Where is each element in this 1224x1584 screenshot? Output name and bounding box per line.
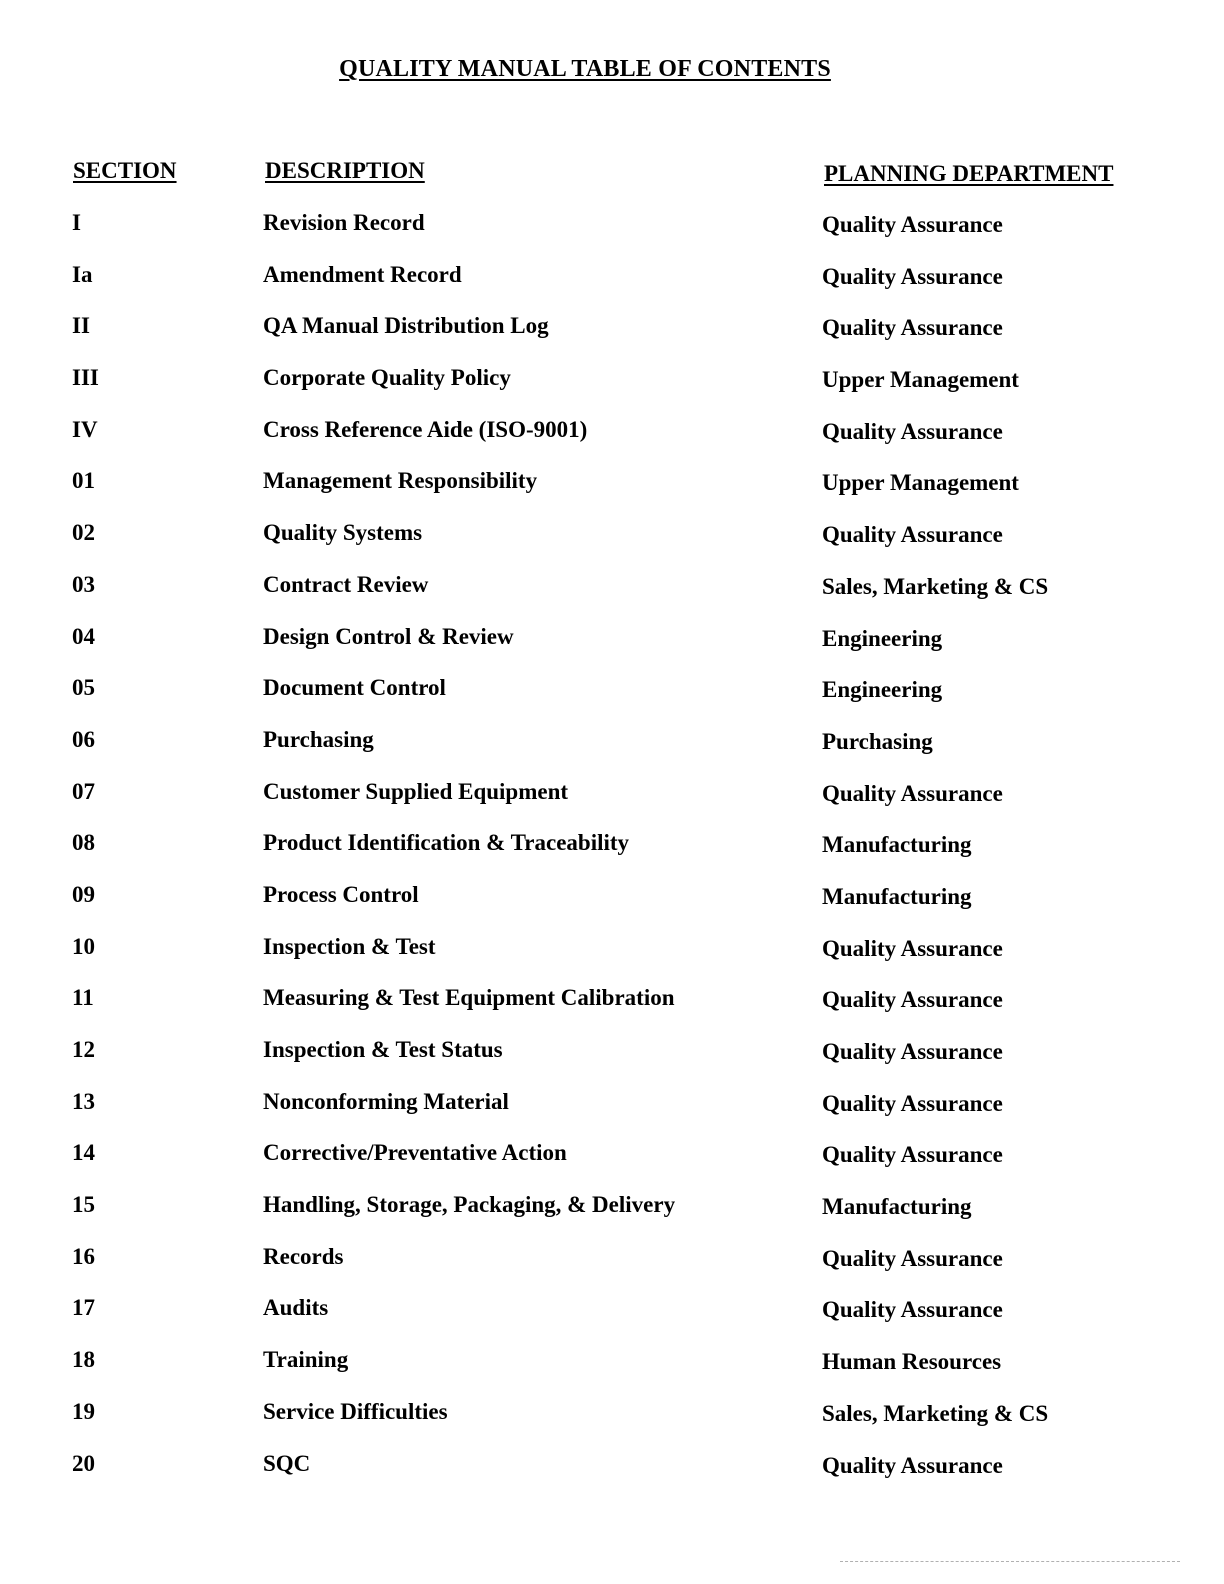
section-number: 01 xyxy=(72,468,95,494)
table-row xyxy=(0,262,1224,314)
planning-department: Quality Assurance xyxy=(822,1452,1003,1478)
description-column-header: DESCRIPTION xyxy=(265,158,425,183)
section-number: II xyxy=(72,313,90,339)
table-row xyxy=(0,1037,1224,1089)
section-description: Document Control xyxy=(263,675,446,701)
planning-department: Manufacturing xyxy=(822,1194,972,1220)
table-row xyxy=(0,934,1224,986)
section-description: Management Responsibility xyxy=(263,468,538,494)
section-number: 20 xyxy=(72,1450,95,1476)
table-row xyxy=(0,572,1224,624)
table-header xyxy=(0,158,1224,192)
planning-department: Quality Assurance xyxy=(822,935,1003,961)
table-row xyxy=(0,1347,1224,1399)
table-row xyxy=(0,675,1224,727)
section-description: Purchasing xyxy=(263,726,374,752)
table-row xyxy=(0,210,1224,262)
planning-department: Engineering xyxy=(822,625,943,651)
section-number: 02 xyxy=(72,520,95,546)
page-title: QUALITY MANUAL TABLE OF CONTENTS xyxy=(339,56,831,82)
table-row xyxy=(0,1399,1224,1451)
table-row xyxy=(0,520,1224,572)
table-row xyxy=(0,779,1224,831)
section-number: 03 xyxy=(72,571,95,597)
section-number: Ia xyxy=(72,261,93,287)
section-description: Product Identification & Traceability xyxy=(263,830,630,856)
table-row xyxy=(0,1192,1224,1244)
section-description: Design Control & Review xyxy=(263,623,514,649)
table-row xyxy=(0,1089,1224,1141)
section-description: Nonconforming Material xyxy=(263,1088,509,1114)
section-description: Corrective/Preventative Action xyxy=(263,1140,567,1166)
section-number: 11 xyxy=(72,985,94,1011)
table-row xyxy=(0,365,1224,417)
section-description: Measuring & Test Equipment Calibration xyxy=(263,985,675,1011)
planning-department: Quality Assurance xyxy=(822,1297,1003,1323)
section-description: Training xyxy=(263,1347,349,1373)
scan-artifact-line xyxy=(840,1561,1180,1562)
section-description: Inspection & Test Status xyxy=(263,1037,503,1062)
table-row xyxy=(0,1295,1224,1347)
section-number: 06 xyxy=(72,726,95,752)
planning-department: Quality Assurance xyxy=(822,1142,1003,1168)
planning-department: Quality Assurance xyxy=(822,987,1003,1013)
planning-department: Quality Assurance xyxy=(822,780,1003,806)
planning-department: Upper Management xyxy=(822,470,1019,496)
table-row xyxy=(0,1451,1224,1503)
table-row xyxy=(0,624,1224,676)
section-number: IV xyxy=(72,416,98,442)
section-number: 12 xyxy=(72,1037,95,1062)
section-number: 19 xyxy=(72,1398,95,1424)
section-description: Customer Supplied Equipment xyxy=(263,778,569,804)
table-row xyxy=(0,313,1224,365)
section-description: Service Difficulties xyxy=(263,1398,448,1424)
planning-department: Sales, Marketing & CS xyxy=(822,1400,1049,1426)
section-number: 04 xyxy=(72,623,95,649)
planning-department: Quality Assurance xyxy=(822,315,1003,341)
section-description: Handling, Storage, Packaging, & Delivery xyxy=(263,1192,676,1218)
section-number: 17 xyxy=(72,1295,95,1321)
section-description: Process Control xyxy=(263,881,419,907)
planning-department: Quality Assurance xyxy=(822,263,1003,289)
section-number: 18 xyxy=(72,1347,95,1373)
table-row xyxy=(0,417,1224,469)
section-description: Revision Record xyxy=(263,210,425,235)
section-number: 08 xyxy=(72,830,95,856)
planning-department: Quality Assurance xyxy=(822,1039,1003,1064)
planning-department: Manufacturing xyxy=(822,832,972,858)
table-row xyxy=(0,830,1224,882)
section-description: Contract Review xyxy=(263,571,429,597)
planning-department: Upper Management xyxy=(822,367,1019,393)
section-number: I xyxy=(72,210,81,235)
section-description: Quality Systems xyxy=(263,520,423,546)
section-description: Corporate Quality Policy xyxy=(263,365,511,391)
section-description: QA Manual Distribution Log xyxy=(263,313,549,339)
section-number: 05 xyxy=(72,675,95,701)
section-column-header: SECTION xyxy=(73,158,177,183)
section-number: 13 xyxy=(72,1088,95,1114)
department-column-header: PLANNING DEPARTMENT xyxy=(824,161,1114,186)
section-description: Cross Reference Aide (ISO-9001) xyxy=(263,416,588,442)
section-description: Amendment Record xyxy=(263,261,462,287)
section-number: 14 xyxy=(72,1140,95,1166)
section-number: 15 xyxy=(72,1192,95,1218)
section-number: III xyxy=(72,365,99,391)
table-row xyxy=(0,985,1224,1037)
section-description: Audits xyxy=(263,1295,329,1321)
planning-department: Quality Assurance xyxy=(822,522,1003,548)
table-row xyxy=(0,727,1224,779)
planning-department: Purchasing xyxy=(822,728,933,754)
section-number: 10 xyxy=(72,933,95,959)
section-description: SQC xyxy=(263,1450,311,1476)
table-row xyxy=(0,1244,1224,1296)
section-number: 09 xyxy=(72,881,95,907)
section-description: Records xyxy=(263,1243,344,1269)
section-description: Inspection & Test xyxy=(263,933,436,959)
contents-table xyxy=(0,210,1224,1502)
table-row xyxy=(0,1140,1224,1192)
table-row xyxy=(0,468,1224,520)
planning-department: Quality Assurance xyxy=(822,418,1003,444)
section-number: 07 xyxy=(72,778,95,804)
section-number: 16 xyxy=(72,1243,95,1269)
planning-department: Engineering xyxy=(822,677,943,703)
table-row xyxy=(0,882,1224,934)
planning-department: Human Resources xyxy=(822,1349,1002,1375)
planning-department: Quality Assurance xyxy=(822,1245,1003,1271)
planning-department: Manufacturing xyxy=(822,883,972,909)
planning-department: Quality Assurance xyxy=(822,212,1003,237)
planning-department: Sales, Marketing & CS xyxy=(822,573,1049,599)
planning-department: Quality Assurance xyxy=(822,1090,1003,1116)
